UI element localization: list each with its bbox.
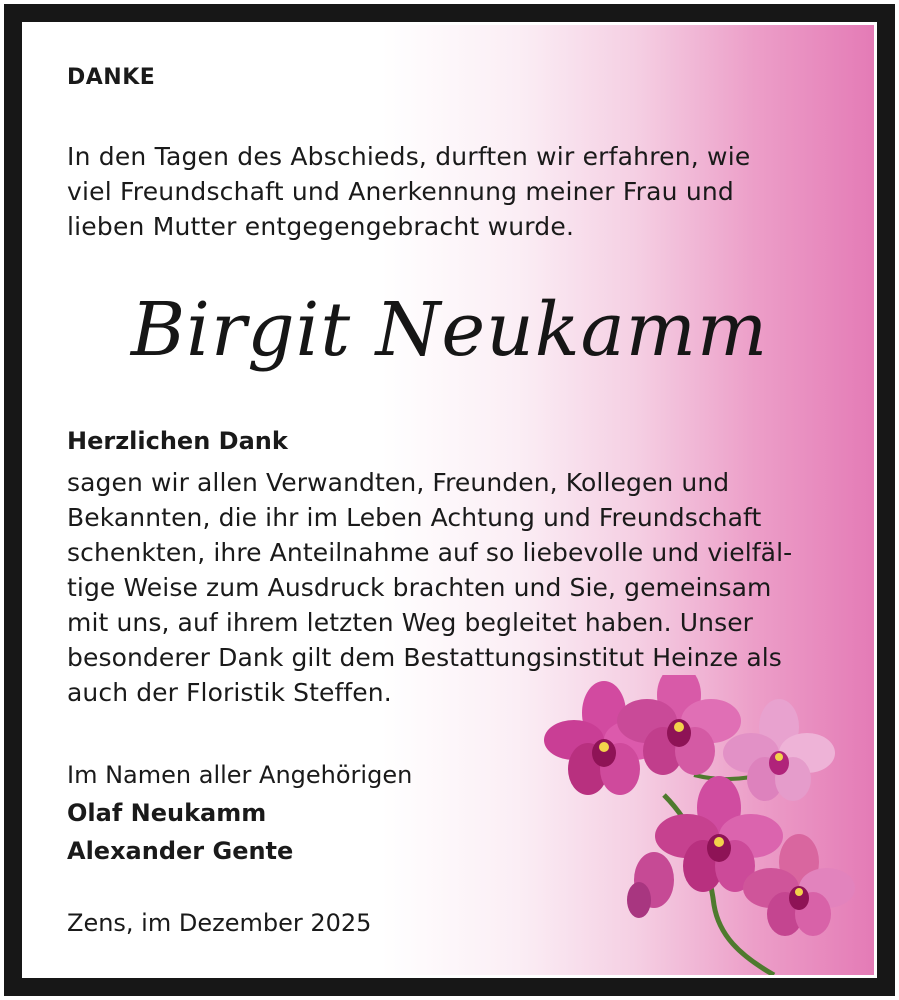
intro-line: lieben Mutter entgegengebracht wurde. [67,212,575,241]
intro-paragraph [67,139,833,244]
thanks-heading: Herzlichen Dank [67,427,288,455]
thanks-line: schenkten, ihre Anteilnahme auf so liebevolle und vielfäl- [67,538,793,567]
signatory-name: Olaf Neukamm [67,799,267,827]
thanks-line: tige Weise zum Ausdruck brachten und Sie, gemeinsam [67,573,772,602]
thanks-paragraph [67,465,833,710]
orchid-flower [723,699,835,801]
thanks-line: Bekannten, die ihr im Leben Achtung und Freundschaft [67,503,762,532]
thanks-line: auch der Floristik Steffen. [67,678,392,707]
intro-line: viel Freundschaft und Anerkennung meiner Frau und [67,177,735,206]
place-date: Zens, im Dezember 2025 [67,909,372,937]
signature-intro: Im Namen aller Angehörigen [67,761,413,789]
notice-frame [4,4,895,996]
thanks-line: besonderer Dank gilt dem Bestattungsinstitut Heinze als [67,643,782,672]
deceased-name: Birgit Neukamm [130,287,769,373]
signatory-name: Alexander Gente [67,837,294,865]
thanks-line: mit uns, auf ihrem letzten Weg begleitet haben. Unser [67,608,754,637]
notice-heading: DANKE [67,65,156,90]
orchid-flower-image [544,675,874,975]
notice-card [22,22,877,978]
intro-line: In den Tagen des Abschieds, durften wir erfahren, wie [67,142,751,171]
orchid-bud [627,882,651,918]
thanks-line: sagen wir allen Verwandten, Freunden, Kollegen und [67,468,730,497]
